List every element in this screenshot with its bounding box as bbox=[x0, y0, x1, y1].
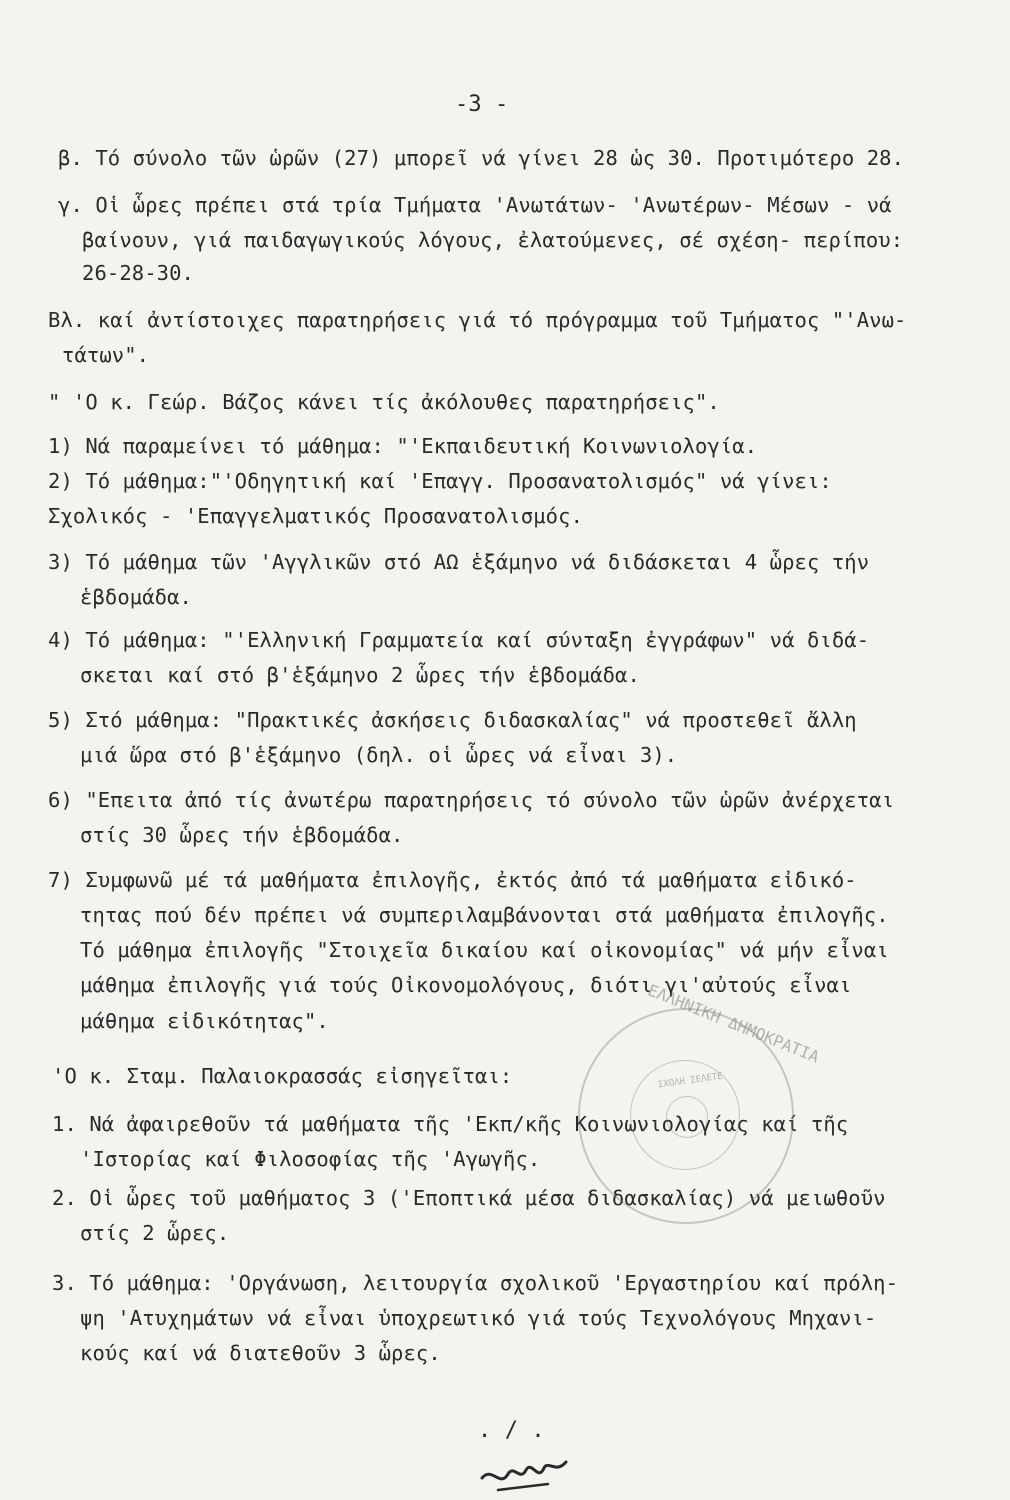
text-line: β. Τό σύνολο τῶν ὡρῶν (27) μπορεῖ νά γίνει 28 ὡς 30. Προτιμότερο 28. bbox=[58, 146, 905, 170]
page-number: -3 - bbox=[455, 92, 509, 117]
text-line: 6) "Επειτα ἀπό τίς ἀνωτέρω παρατηρήσεις τό σύνολο τῶν ὡρῶν ἀνέρχεται bbox=[48, 788, 895, 812]
stamp-text: ΕΛΛΗΝΙΚΗ ΔΗΜΟΚΡΑΤΙΑ bbox=[645, 980, 822, 1067]
text-line: ψη 'Ατυχημάτων νά εἶναι ὑποχρεωτικό γιά τούς Τεχνολόγους Μηχανι- bbox=[80, 1306, 877, 1330]
text-line: 'Ο κ. Σταμ. Παλαιοκρασσάς εἰσηγεῖται: bbox=[52, 1064, 513, 1088]
text-line: κούς καί νά διατεθοῦν 3 ὧρες. bbox=[80, 1341, 441, 1365]
text-line: στίς 30 ὧρες τήν ἑβδομάδα. bbox=[80, 823, 404, 847]
text-line: 1. Νά ἀφαιρεθοῦν τά μαθήματα τῆς 'Εκπ/κῆς Κοινωνιολογίας καί τῆς bbox=[52, 1112, 849, 1136]
text-line: Σχολικός - 'Επαγγελματικός Προσανατολισμός. bbox=[48, 504, 584, 528]
text-line: μάθημα εἰδικότητας". bbox=[80, 1009, 329, 1033]
text-line: Τό μάθημα ἐπιλογῆς "Στοιχεῖα δικαίου καί οἰκονομίας" νά μήν εἶναι bbox=[80, 938, 889, 962]
text-line: 7) Συμφωνῶ μέ τά μαθήματα ἐπιλογῆς, ἐκτός ἀπό τά μαθήματα εἰδικό- bbox=[48, 868, 857, 892]
continuation-mark: . / . bbox=[478, 1418, 545, 1443]
text-line: γ. Οἱ ὧρες πρέπει στά τρία Τμήματα 'Ανωτάτων- 'Ανωτέρων- Μέσων - νά bbox=[58, 193, 892, 217]
signature bbox=[478, 1448, 574, 1498]
official-stamp bbox=[578, 980, 822, 1224]
text-line: " 'Ο κ. Γεώρ. Βάζος κάνει τίς ἀκόλουθες παρατηρήσεις". bbox=[48, 390, 720, 414]
text-line: Βλ. καί ἀντίστοιχες παρατηρήσεις γιά τό πρόγραμμα τοῦ Τμήματος "'Ανω- bbox=[48, 308, 907, 332]
text-line: τητας πού δέν πρέπει νά συμπεριλαμβάνονται στά μαθήματα ἐπιλογῆς. bbox=[80, 903, 889, 927]
text-line: 3. Τό μάθημα: 'Οργάνωση, λειτουργία σχολικοῦ 'Εργαστηρίου καί πρόλη- bbox=[52, 1271, 899, 1295]
text-line: τάτων". bbox=[62, 343, 150, 367]
text-line: 'Ιστορίας καί Φιλοσοφίας τῆς 'Αγωγῆς. bbox=[80, 1147, 541, 1171]
text-line: μάθημα ἐπιλογῆς γιά τούς Οἰκονομολόγους, διότι γι'αὐτούς εἶναι bbox=[80, 973, 852, 997]
stamp-seal-emblem bbox=[666, 1096, 708, 1138]
text-line: 2. Οἱ ὧρες τοῦ μαθήματος 3 ('Εποπτικά μέσα διδασκαλίας) νά μειωθοῦν bbox=[52, 1186, 886, 1210]
text-line: 3) Τό μάθημα τῶν 'Αγγλικῶν στό ΑΩ ἑξάμηνο νά διδάσκεται 4 ὧρες τήν bbox=[48, 550, 870, 574]
text-line: μιά ὥρα στό β'ἑξάμηνο (δηλ. οἱ ὧρες νά εἶναι 3). bbox=[80, 743, 678, 767]
text-line: 5) Στό μάθημα: "Πρακτικές ἀσκήσεις διδασκαλίας" νά προστεθεῖ ἄλλη bbox=[48, 708, 857, 732]
text-line: 26-28-30. bbox=[82, 261, 194, 285]
text-line: 4) Τό μάθημα: "'Ελληνική Γραμματεία καί σύνταξη ἐγγράφων" νά διδά- bbox=[48, 628, 870, 652]
text-line: 2) Τό μάθημα:"'Οδηγητική καί 'Επαγγ. Προσανατολισμός" νά γίνει: bbox=[48, 469, 832, 493]
text-line: ἑβδομάδα. bbox=[80, 585, 192, 609]
text-line: σκεται καί στό β'ἑξάμηνο 2 ὧρες τήν ἑβδομάδα. bbox=[80, 663, 640, 687]
text-line: βαίνουν, γιά παιδαγωγικούς λόγους, ἐλατούμενες, σέ σχέση- περίπου: bbox=[82, 228, 904, 252]
text-line: 1) Νά παραμείνει τό μάθημα: "'Εκπαιδευτική Κοινωνιολογία. bbox=[48, 434, 758, 458]
text-line: στίς 2 ὧρες. bbox=[80, 1221, 230, 1245]
stamp-inner-text: ΣΧΟΛΗ ΣΕΛΕΤΕ bbox=[657, 1071, 724, 1091]
